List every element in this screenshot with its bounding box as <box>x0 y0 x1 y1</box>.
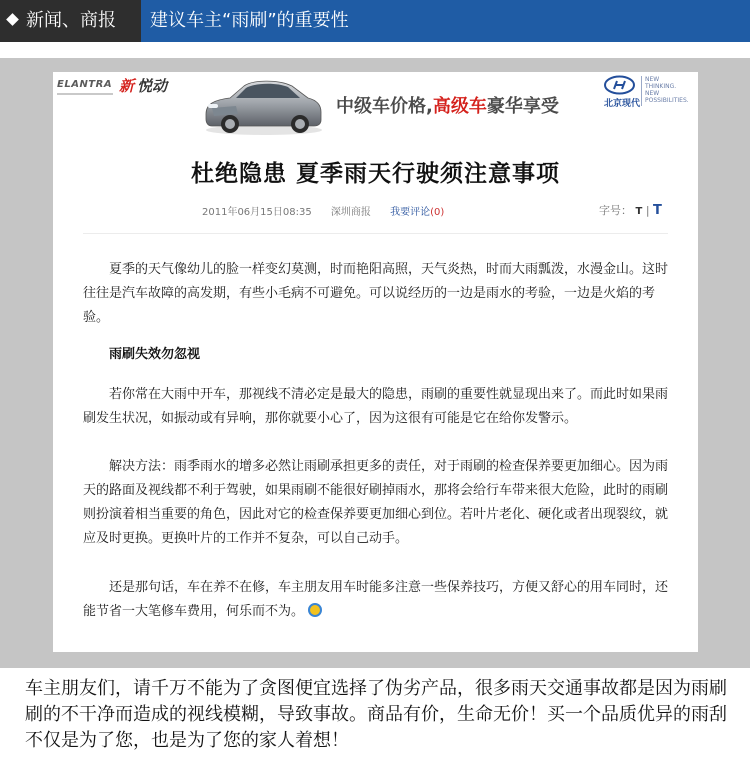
banner-slogan <box>336 92 559 118</box>
caption-box <box>0 668 750 764</box>
brand-underline <box>57 93 113 95</box>
header-bar <box>0 0 750 42</box>
caption-text: 车主朋友们，请千万不能为了贪图便宜选择了伪劣产品，很多雨天交通事故都是因为雨刷刷的不干净而造成的视线模糊，导致事故。商品有价，生命无价！买一个品质优异的雨刮不仅是为了您，也是为了您的家人着想！ <box>25 678 727 751</box>
brand-tagline: NEW THINKING. NEW POSSIBILITIES. <box>645 76 689 104</box>
smiley-icon <box>308 603 322 617</box>
article-meta <box>202 203 460 218</box>
paragraph-2: 若你常在大雨中开车，那视线不清必定是最大的隐患，雨刷的重要性就显现出来了。而此时如果雨刷发生状况，如振动或有异响，那你就要小心了，因为这很有可能是它在给你发警示。 <box>83 387 669 426</box>
comment-link[interactable] <box>390 207 444 218</box>
font-size-control <box>599 202 662 218</box>
paragraph-3: 解决方法：雨季雨水的增多必然让雨刷承担更多的责任，对于雨刷的检查保养要更加细心。因为雨天的路面及视线都不利于驾驶，如果雨刷不能很好刷掉雨水，那将会给行车带来很大危险，此时的雨刷则扮演着相当重要的角色，因此对它的检查保养要更加细心到位。若叶片老化、硬化或者出现裂纹，就应及时更换。更换叶片的工作并不复杂，可以自己动手。 <box>83 459 669 546</box>
section-label: 新闻、商报 <box>26 10 116 31</box>
section-tab[interactable] <box>0 0 141 42</box>
hyundai-logo-icon <box>604 75 635 95</box>
font-size-small-button[interactable]: T <box>635 206 643 217</box>
paragraph-4 <box>83 576 673 624</box>
page-title: 建议车主“雨刷”的重要性 <box>150 10 349 31</box>
font-size-separator: | <box>645 204 650 217</box>
comment-label: 我要评论 <box>390 207 431 218</box>
font-size-large-button[interactable]: T <box>653 203 662 218</box>
slogan-part1: 中级车价格, <box>336 96 433 117</box>
font-size-label: 字号： <box>599 204 632 217</box>
slogan-highlight: 高级车 <box>432 96 487 117</box>
article-source[interactable]: 深圳商报 <box>330 207 371 218</box>
car-image <box>200 74 325 136</box>
brand-xin: 新 <box>119 77 135 95</box>
comment-count: (0) <box>430 207 445 218</box>
article-page <box>53 72 698 652</box>
brand-latin: ELANTRA <box>57 79 113 90</box>
article-frame <box>0 58 750 668</box>
divider <box>83 233 668 234</box>
slogan-part2: 豪华享受 <box>486 96 559 117</box>
brand-name: 悦动 <box>137 77 168 95</box>
logo-divider <box>641 76 642 106</box>
subheading: 雨刷失效勿忽视 <box>109 347 201 362</box>
maker-name: 北京现代 <box>604 99 641 109</box>
article-date: 2011年06月15日08:35 <box>202 207 312 218</box>
paragraph-1: 夏季的天气像幼儿的脸一样变幻莫测，时而艳阳高照，天气炎热，时而大雨瓢泼，水漫金山。这时往往是汽车故障的高发期，有些小毛病不可避免。可以说经历的一边是雨水的考验，一边是火焰的考验。 <box>83 262 669 325</box>
ad-banner[interactable] <box>53 72 698 140</box>
paragraph-4-text: 还是那句话，车在养不在修，车主朋友用车时能多注意一些保养技巧，方便又舒心的用车同时，还能节省一大笔修车费用，何乐而不为。 <box>83 580 669 619</box>
diamond-icon <box>6 13 19 26</box>
article-headline: 杜绝隐患 夏季雨天行驶须注意事项 <box>190 160 560 187</box>
